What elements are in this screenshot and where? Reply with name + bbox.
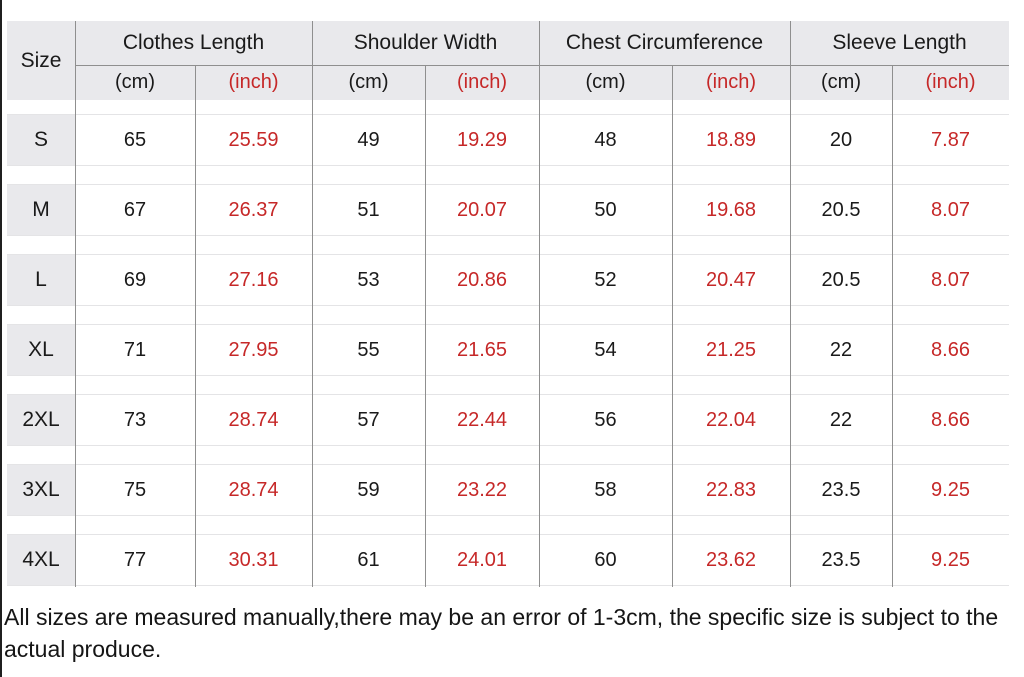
table-row (7, 184, 1009, 236)
measurement-value: 23.5 (821, 548, 861, 571)
size-corner-header: Size (20, 48, 62, 72)
measurement-value: 50 (594, 198, 617, 221)
measurement-value: 28.74 (228, 478, 279, 501)
header-divider-line (75, 65, 1009, 66)
size-label: S (7, 115, 75, 165)
measurement-value: 27.95 (228, 338, 279, 361)
measurement-value: 22.04 (705, 408, 757, 431)
measurement-value: 25.59 (228, 128, 279, 151)
size-label: M (7, 185, 75, 235)
measurement-value: 20.86 (456, 268, 508, 291)
table-row (7, 534, 1009, 586)
table-row (7, 114, 1009, 166)
measurement-value: 54 (594, 338, 617, 361)
column-divider-line (195, 65, 196, 587)
measurement-value: 73 (123, 408, 147, 431)
unit-label-cm: (cm) (115, 71, 155, 93)
measurement-value: 22.44 (456, 408, 508, 431)
column-divider-line (539, 21, 540, 587)
column-group-shoulder-width: Shoulder Width (353, 31, 498, 54)
unit-label-cm: (cm) (348, 71, 389, 93)
unit-label-inch: (inch) (228, 71, 279, 93)
measurement-value: 23.22 (456, 478, 508, 501)
measurement-value: 71 (123, 338, 147, 361)
measurement-value: 22 (829, 338, 853, 361)
measurement-value: 8.66 (931, 408, 970, 431)
measurement-value: 53 (357, 268, 380, 291)
size-label: 4XL (7, 535, 75, 585)
measurement-value: 8.07 (931, 268, 970, 291)
measurement-value: 8.07 (931, 198, 970, 221)
column-group-clothes-length: Clothes Length (122, 31, 265, 54)
size-label: L (7, 255, 75, 305)
unit-label-inch: (inch) (925, 71, 976, 93)
measurement-value: 20.5 (821, 268, 861, 291)
measurement-value: 77 (123, 548, 147, 571)
measurement-value: 67 (123, 198, 147, 221)
table-row (7, 394, 1009, 446)
measurement-value: 28.74 (228, 408, 279, 431)
measurement-value: 55 (357, 338, 380, 361)
measurement-value: 21.65 (456, 338, 508, 361)
measurement-value: 52 (594, 268, 617, 291)
measurement-value: 23.62 (705, 548, 757, 571)
column-divider-line (672, 65, 673, 587)
column-group-chest-circumference: Chest Circumference (565, 31, 764, 54)
measurement-value: 19.29 (456, 128, 508, 151)
column-divider-line (790, 21, 791, 587)
measurement-value: 22.83 (705, 478, 757, 501)
measurement-value: 57 (357, 408, 380, 431)
table-row (7, 464, 1009, 516)
table-row (7, 324, 1009, 376)
measurement-value: 21.25 (705, 338, 757, 361)
measurement-value: 9.25 (931, 478, 970, 501)
measurement-value: 23.5 (821, 478, 861, 501)
measurement-value: 65 (123, 128, 147, 151)
unit-label-inch: (inch) (705, 71, 756, 93)
column-divider-line (892, 65, 893, 587)
measurement-value: 7.87 (931, 128, 970, 151)
column-group-sleeve-length: Sleeve Length (832, 31, 967, 54)
measurement-value: 27.16 (228, 268, 279, 291)
measurement-value: 60 (594, 548, 617, 571)
measurement-value: 20.47 (705, 268, 757, 291)
size-chart-table (7, 21, 1009, 587)
column-divider-line (312, 21, 313, 587)
measurement-value: 48 (594, 128, 617, 151)
column-divider-line (425, 65, 426, 587)
unit-label-cm: (cm) (821, 71, 861, 93)
measurement-value: 8.66 (931, 338, 970, 361)
measurement-value: 59 (357, 478, 380, 501)
measurement-value: 58 (594, 478, 617, 501)
size-label: XL (7, 325, 75, 375)
measurement-value: 75 (123, 478, 147, 501)
size-label: 3XL (7, 465, 75, 515)
measurement-value: 30.31 (228, 548, 279, 571)
measurement-value: 20 (829, 128, 853, 151)
measurement-value: 69 (123, 268, 147, 291)
note-text: All sizes are measured manually,there may be an error of 1-3cm, the specific size is subject to the actual produce. (4, 604, 999, 662)
measurement-value: 19.68 (705, 198, 757, 221)
measurement-value: 9.25 (931, 548, 970, 571)
measurement-value: 51 (357, 198, 380, 221)
measurement-value: 22 (829, 408, 853, 431)
measurement-value: 18.89 (705, 128, 757, 151)
measurement-value: 20.5 (821, 198, 861, 221)
table-header (7, 21, 1009, 100)
measurement-value: 49 (357, 128, 380, 151)
measurement-value: 24.01 (456, 548, 508, 571)
unit-label-inch: (inch) (456, 71, 507, 93)
measurement-value: 56 (594, 408, 617, 431)
measurement-value: 61 (357, 548, 380, 571)
unit-label-cm: (cm) (585, 71, 626, 93)
column-divider-line (75, 21, 76, 587)
measurement-value: 26.37 (228, 198, 279, 221)
size-label: 2XL (7, 395, 75, 445)
measurement-value: 20.07 (456, 198, 508, 221)
table-row (7, 254, 1009, 306)
screen-left-edge-line (0, 0, 2, 677)
